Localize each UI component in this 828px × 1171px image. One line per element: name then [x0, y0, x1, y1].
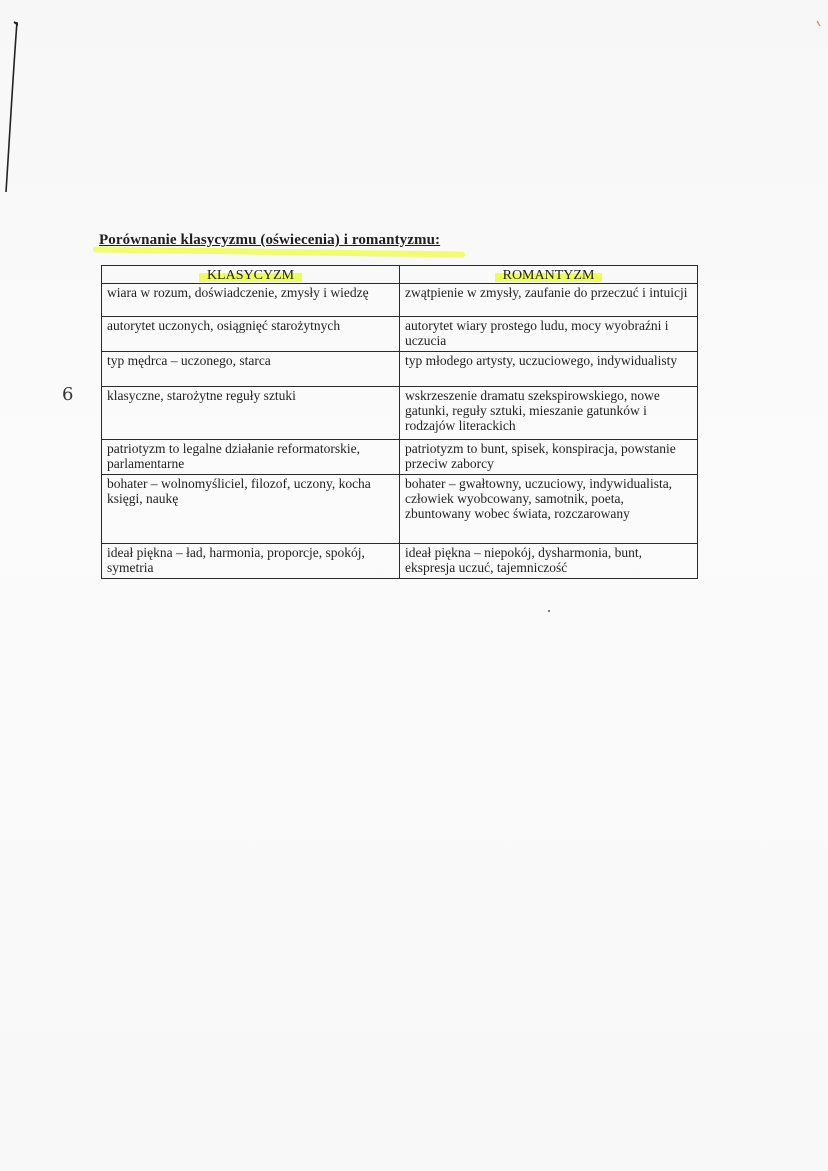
comparison-table: [101, 265, 698, 579]
header-klasycyzm: KLASYCYZM: [102, 266, 400, 284]
table-row: [102, 284, 698, 317]
cell-klasycyzm: typ mędrca – uczonego, starca: [102, 352, 400, 387]
cell-romantyzm: zwątpienie w zmysły, zaufanie do przeczuć i intuicji: [400, 284, 698, 317]
cell-romantyzm: patriotyzm to bunt, spisek, konspiracja, powstanie przeciw zaborcy: [400, 440, 698, 475]
cell-klasycyzm: klasyczne, starożytne reguły sztuki: [102, 387, 400, 440]
cell-klasycyzm: ideał piękna – ład, harmonia, proporcje, spokój, symetria: [102, 544, 400, 579]
table-row: [102, 387, 698, 440]
cell-klasycyzm: autorytet uczonych, osiągnięć starożytnych: [102, 317, 400, 352]
cell-romantyzm: ideał piękna – niepokój, dysharmonia, bunt, ekspresja uczuć, tajemniczość: [400, 544, 698, 579]
page-edge-shadow: [4, 20, 18, 195]
table-row: [102, 475, 698, 544]
cell-romantyzm: typ młodego artysty, uczuciowego, indywidualisty: [400, 352, 698, 387]
table-row: [102, 352, 698, 387]
margin-handwritten-note: 6: [62, 384, 74, 405]
header-romantyzm: ROMANTYZM: [400, 266, 698, 284]
table-row: [102, 544, 698, 579]
cell-klasycyzm: wiara w rozum, doświadczenie, zmysły i wiedzę: [102, 284, 400, 317]
title-highlight: [93, 246, 465, 257]
cell-romantyzm: bohater – gwałtowny, uczuciowy, indywidualista, człowiek wyobcowany, samotnik, poeta, zbuntowany wobec świata, rozczarowany: [400, 475, 698, 544]
document-title-text: Porównanie klasycyzmu (oświecenia) i romantyzmu:: [99, 232, 441, 248]
cell-romantyzm: autorytet wiary prostego ludu, mocy wyobraźni i uczucia: [400, 317, 698, 352]
speck: [548, 610, 550, 612]
cell-klasycyzm: bohater – wolnomyśliciel, filozof, uczony, kocha księgi, naukę: [102, 475, 400, 544]
cell-romantyzm: wskrzeszenie dramatu szekspirowskiego, nowe gatunki, reguły sztuki, mieszanie gatunków i rodzajów literackich: [400, 387, 698, 440]
document-title: [99, 232, 440, 249]
table-header-row: [102, 266, 698, 284]
cell-klasycyzm: patriotyzm to legalne działanie reformatorskie, parlamentarne: [102, 440, 400, 475]
corner-mark: [816, 20, 822, 28]
table-row: [102, 440, 698, 475]
table-row: [102, 317, 698, 352]
